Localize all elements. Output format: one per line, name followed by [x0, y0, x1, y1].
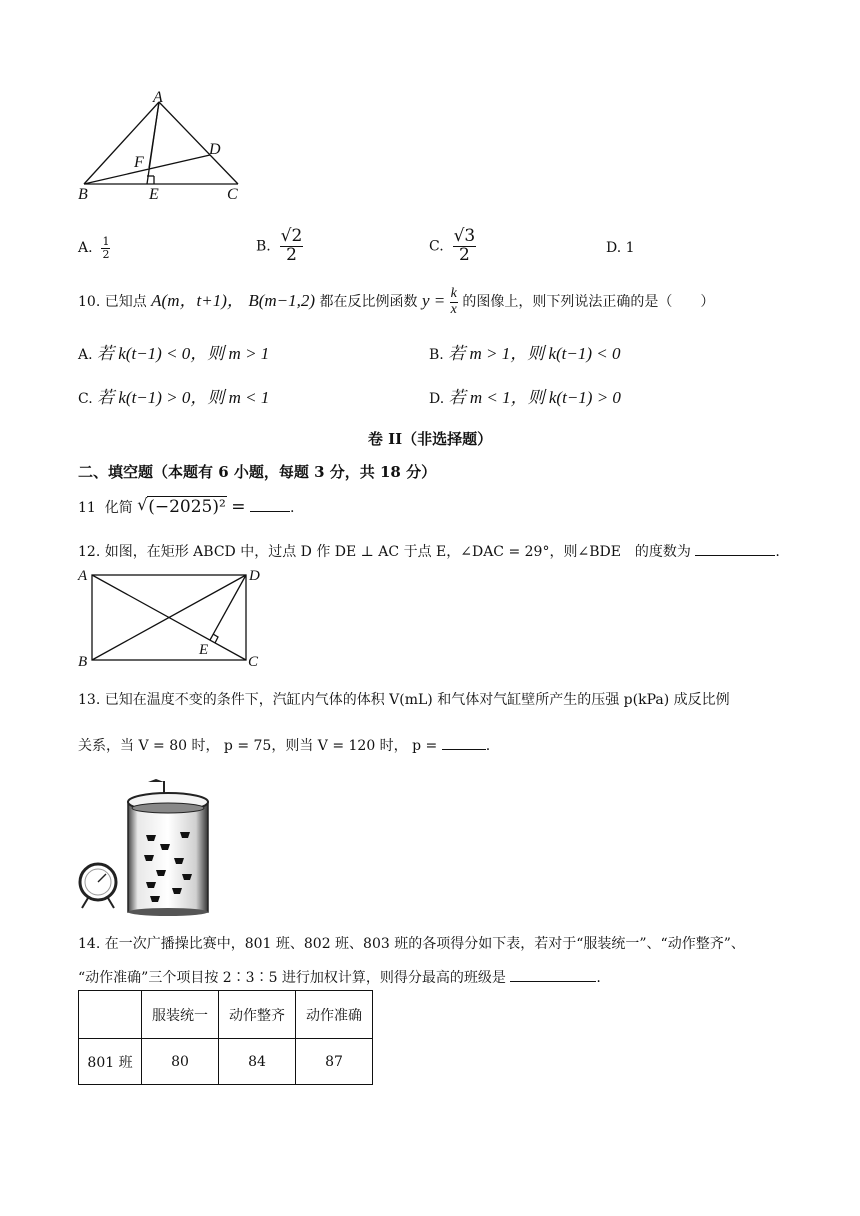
table-header-cell	[79, 991, 142, 1039]
pressure-gauge-icon	[80, 864, 116, 908]
q12-label-E: E	[199, 642, 209, 658]
table-cell: 84	[219, 1039, 296, 1085]
q10-stem: 10. 已知点 A(m，t+1)， B(m−1,2) 都在反比例函数 y = $\frac{k}{x}$ 的图像上，则下列说法正确的是（ ）	[78, 285, 715, 317]
q9-triangle-figure	[70, 88, 260, 206]
q12-answer-blank[interactable]	[695, 555, 775, 556]
q9-label-B: B	[78, 186, 88, 203]
q14-score-table	[78, 990, 373, 1085]
q9-label-A: A	[153, 89, 163, 106]
table-cell: 80	[142, 1039, 219, 1085]
part-two-heading: 二、填空题（本题有 6 小题，每题 3 分，共 18 分）	[78, 463, 437, 481]
q9-option-d: D. 1	[606, 240, 635, 256]
q13-cylinder-figure	[76, 778, 216, 916]
section-title: 卷 II（非选择题）	[367, 430, 493, 448]
table-header-cell: 动作整齐	[219, 991, 296, 1039]
q9-option-b: B. $\frac{√2}{2}$	[256, 226, 303, 265]
q13-answer-blank[interactable]	[442, 749, 486, 750]
table-header-cell: 服装统一	[142, 991, 219, 1039]
q11-answer-blank[interactable]	[250, 511, 290, 512]
q9-label-E: E	[149, 186, 159, 203]
q13-line-1: 13. 已知在温度不变的条件下，汽缸内气体的体积 V(mL) 和气体对气缸壁所产生的压强 p(kPa) 成反比例	[78, 692, 730, 708]
q10-option-a: A. 若 k(t−1) < 0，则 m > 1	[78, 344, 270, 363]
q12-label-B: B	[78, 654, 88, 670]
table-cell: 87	[296, 1039, 373, 1085]
q9-label-F: F	[134, 154, 144, 171]
q9-option-c: C. $\frac{√3}{2}$	[429, 226, 476, 265]
q14-line-2: “动作准确”三个项目按 2∶3∶5 进行加权计算，则得分最高的班级是 .	[78, 970, 601, 986]
q10-option-c: C. 若 k(t−1) > 0，则 m < 1	[78, 388, 270, 407]
table-header-row	[79, 991, 373, 1039]
q10-option-b: B. 若 m > 1，则 k(t−1) < 0	[429, 344, 621, 363]
q12-label-C: C	[248, 654, 259, 670]
q9-label-C: C	[227, 186, 238, 203]
q14-answer-blank[interactable]	[510, 981, 596, 982]
q12-label-D: D	[249, 568, 260, 584]
table-header-cell: 动作准确	[296, 991, 373, 1039]
q9-label-D: D	[209, 141, 221, 158]
q11-stem: 11 化简 √ (−2025)² = .	[78, 495, 295, 517]
q12-rectangle-figure	[72, 563, 272, 673]
q9-option-a: A. $\frac{1}{2}$	[78, 235, 110, 261]
q14-line-1: 14. 在一次广播操比赛中，801 班、802 班、803 班的各项得分如下表，若对于“服装统一”、“动作整齐”、	[78, 936, 745, 952]
q13-line-2: 关系，当 V = 80 时， p = 75，则当 V = 120 时， p = .	[78, 738, 491, 754]
q10-option-d: D. 若 m < 1，则 k(t−1) > 0	[429, 388, 621, 407]
table-cell: 801 班	[79, 1039, 142, 1085]
q12-stem: 12. 如图，在矩形 ABCD 中，过点 D 作 DE ⊥ AC 于点 E，∠DAC = 29°，则∠BDE 的度数为 .	[78, 544, 780, 560]
q12-label-A: A	[78, 568, 88, 584]
table-row	[79, 1039, 373, 1085]
